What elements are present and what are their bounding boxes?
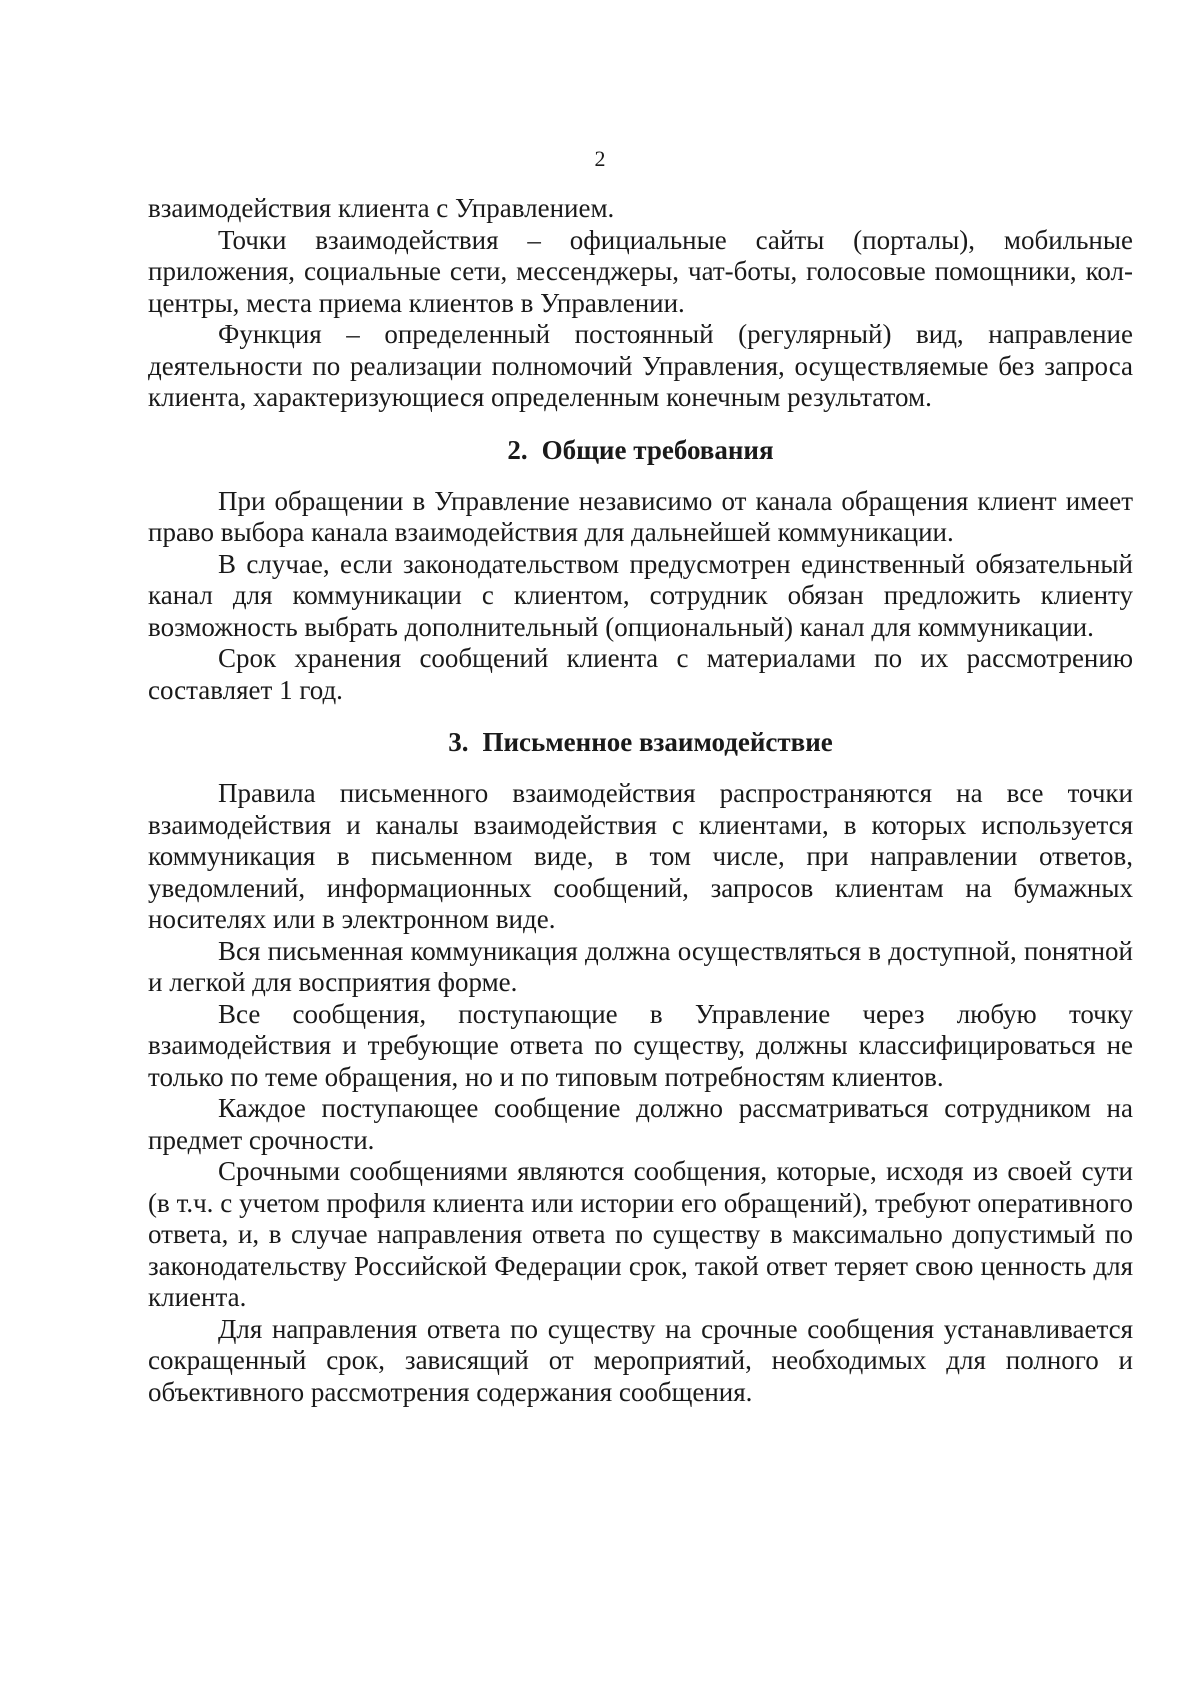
continuation-text: взаимодействия клиента с Управлением. (148, 193, 615, 223)
section-3-paragraph: Все сообщения, поступающие в Управление через любую точку взаимодействия и требующие ответа по существу, должны классифицироваться не только по теме обращения, но и по типовым потребностям клиентов. (148, 998, 1133, 1092)
definition-touchpoints: Точки взаимодействия – официальные сайты (порталы), мобильные приложения, социальные сети, мессенджеры, чат-боты, голосовые помощники, кол-центры, места приема клиентов в Управлении. (148, 224, 1133, 318)
section-3-paragraph: Для направления ответа по существу на срочные сообщения устанавливается сокращенный срок, зависящий от мероприятий, необходимых для полного и объективного рассмотрения содержания сообщения. (148, 1313, 1133, 1407)
section-3-paragraph: Правила письменного взаимодействия распространяются на все точки взаимодействия и каналы взаимодействия с клиентами, в которых используется коммуникация в письменном виде, в том числе, при направлении ответов, уведомлений, информационных сообщений, запросов клиентам на бумажных носителях или в электронном виде. (148, 778, 1133, 934)
definition-function: Функция – определенный постоянный (регулярный) вид, направление деятельности по реализации полномочий Управления, осуществляемые без запроса клиента, характеризующиеся определенным конечным результатом. (148, 319, 1133, 412)
section-2-heading (148, 434, 1133, 466)
section-2-paragraph: При обращении в Управление независимо от канала обращения клиент имеет право выбора канала взаимодействия для дальнейшей коммуникации. (148, 485, 1133, 547)
section-2-number: 2. (507, 434, 528, 465)
page-number: 2 (594, 146, 606, 171)
section-3-number: 3. (448, 727, 469, 757)
section-3-paragraph: Вся письменная коммуникация должна осуществляться в доступной, понятной и легкой для восприятия форме. (148, 935, 1133, 997)
section-3-paragraph: Каждое поступающее сообщение должно рассматриваться сотрудником на предмет срочности. (148, 1093, 1133, 1155)
document-body (148, 193, 1133, 1408)
section-2-paragraph: Срок хранения сообщений клиента с материалами по их рассмотрению составляет 1 год. (148, 643, 1133, 705)
section-2-title: Общие требования (541, 434, 774, 465)
section-2-paragraph: В случае, если законодательством предусмотрен единственный обязательный канал для коммуникации с клиентом, сотрудник обязан предложить клиенту возможность выбрать дополнительный (опциональный) канал для коммуникации. (148, 548, 1133, 642)
section-3-heading (148, 726, 1133, 758)
section-3-title: Письменное взаимодействие (482, 727, 833, 757)
section-3-paragraph: Срочными сообщениями являются сообщения, которые, исходя из своей сути (в т.ч. с учетом профиля клиента или истории его обращений), требуют оперативного ответа, и, в случае направления ответа по существу в максимально допустимый по законодательству Российской Федерации срок, такой ответ теряет свою ценность для клиента. (148, 1156, 1133, 1312)
